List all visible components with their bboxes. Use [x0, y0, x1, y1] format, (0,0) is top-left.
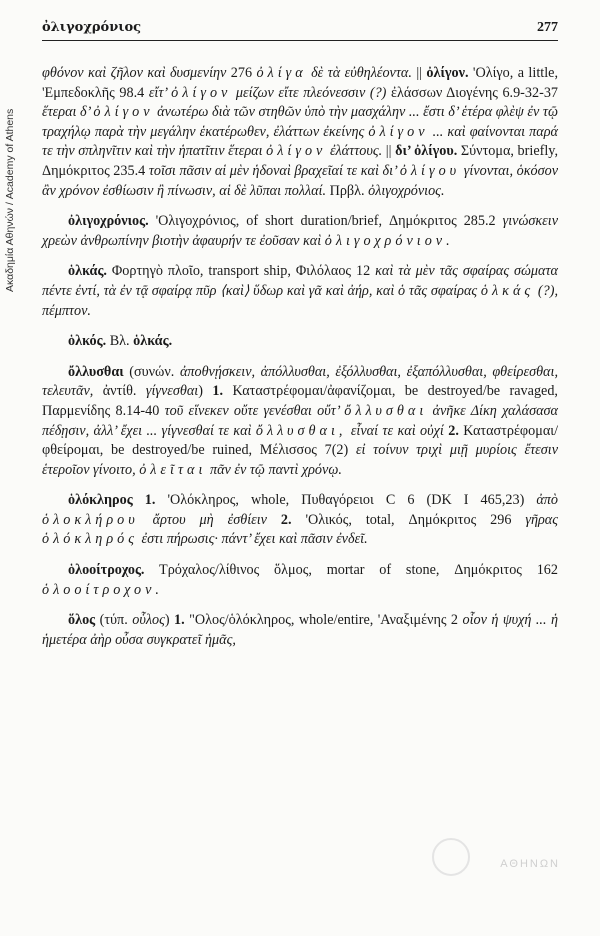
greek-quote: ἀνωτέρω διὰ τῶν στηθῶν ὑπὸ τὴν μασχάλην ... ἔστι δ’ ἑτέρα φλὲψ ἐν τῷ τραχήλῳ παρὰ τὴν μεγάλην ἑκατέρωθεν, ἐλάττων ἐκείνης — [42, 104, 559, 140]
headword: ὄλλυσθαι — [68, 363, 124, 380]
headword: ὁλκάς. — [68, 263, 107, 280]
greek-quote: ἄρτου μὴ ἐσθίειν — [138, 511, 267, 528]
gloss-text: Φορτηγὸ πλοῖο, transport ship, Φιλόλαος 12 — [106, 263, 376, 280]
gloss-text: 'Ολίγο, a little, 'Εμπεδοκλῆς 98.4 — [42, 65, 558, 101]
greek-quote: εἶναί τε καὶ οὐχί — [346, 422, 444, 439]
greek-quote: ὀλίγον — [266, 143, 327, 160]
entry-holokleros — [42, 491, 558, 550]
gloss-text: ἐλάσσων Διογένης 6.9-32-37 — [386, 84, 559, 101]
entry-olig-cont — [42, 64, 558, 201]
dictionary-entries — [42, 64, 558, 661]
headword: 1. — [144, 492, 156, 509]
headword: ὁλκάς. — [133, 333, 173, 350]
greek-quote: ὁλκάς — [480, 282, 535, 299]
greek-quote: πᾶν ἐν τῷ παντὶ χρόνῳ. — [206, 461, 342, 478]
gloss-text: || — [382, 143, 396, 160]
greek-quote: εἴτ’ — [148, 84, 172, 101]
entry-holos — [42, 611, 558, 650]
greek-quote: γίγνεσθαι — [145, 383, 199, 400]
headword: ὅλος — [68, 612, 96, 629]
watermark-text: ΑΘΗΝΩΝ — [500, 858, 560, 870]
greek-quote: καὶ τὰ μὲν τᾶς σφαίρας σώματα πέντε ἐντί, τὰ ἐν τᾷ σφαίρᾳ πῦρ ⟨καὶ⟩ ὕδωρ καὶ γᾶ καὶ ἀήρ, καὶ ὁ τᾶς σφαίρας — [42, 263, 558, 299]
greek-quote: ἀπὸ — [536, 492, 558, 509]
headword: 1. — [212, 383, 224, 400]
gloss-text: "Ολος/ὁλόκληρος, whole/entire, 'Αναξιμένης 2 — [184, 612, 463, 629]
greek-quote: ὄλλυσθαι — [344, 402, 428, 419]
headword: 2. — [280, 511, 292, 528]
headword: ὁλοοίτροχος. — [68, 562, 145, 579]
greek-quote: ἀνῆκε Δίκη χαλάσασα πέδῃσιν, ἀλλ’ ἔχει ... γίγνεσθαί τε καὶ — [42, 402, 558, 439]
headword: 2. — [448, 422, 459, 439]
gloss-text: Καταστρέφομαι/φθείρομαι, be destroyed/be ruined, Μέλισσος 7(2) — [42, 422, 559, 459]
gloss-text: (τύπ. — [95, 612, 133, 629]
greek-quote: ἐστι πήρωσις· πάντ’ ἔχει καὶ πᾶσιν ἐνδεῖ. — [138, 531, 368, 548]
gloss-text: Βλ. — [106, 333, 134, 350]
greek-quote: εἰ τοίνυν τριχὶ μιῇ μυρίοις ἔτεσιν ἑτεροῖον γίνοιτο, — [42, 442, 558, 478]
headword: δι’ ὀλίγου. — [395, 143, 458, 160]
gloss-text: Τρόχαλος/λίθινος ὅλμος, mortar of stone, Δημόκριτος 162 — [144, 562, 558, 579]
headword: ὀλίγον. — [426, 65, 469, 81]
gloss-text: ) — [164, 612, 174, 629]
greek-quote: ὀλεῖται — [139, 461, 207, 478]
gloss-text: 'Ολιγοχρόνιος, of short duration/brief, Δημόκριτος 285.2 — [148, 213, 503, 230]
entry-holoitrochos — [42, 561, 558, 600]
gloss-text: Πρβλ. — [326, 182, 369, 199]
greek-quote: ὀλιγοχρόνιος. — [368, 182, 445, 199]
running-head: ὀλιγοχρόνιος — [42, 20, 142, 35]
gloss-text: 'Ολόκληρος, whole, Πυθαγόρειοι C 6 (DK I 465,23) — [155, 492, 537, 509]
greek-quote: τοῦ εἵνεκεν οὔτε γενέσθαι οὔτ’ — [164, 402, 345, 419]
gloss-text: Καταστρέφομαι/ἀφανίζομαι, be destroyed/be ravaged, Παρμενίδης 8.14-40 — [42, 383, 558, 419]
library-stamp: Ακαδημία Αθηνών / Academy of Athens — [4, 108, 16, 292]
greek-quote: ἐλάττους. — [326, 143, 383, 160]
greek-quote: γίνονται, ὁκόσον ἂν χρόνον ἐσθίωσιν ἢ πίνωσιν, αἱ δὲ λῦπαι πολλαί. — [42, 162, 558, 199]
page-header — [42, 20, 558, 41]
gloss-text: (συνών. — [123, 363, 180, 380]
greek-quote: ὁλόκληρός — [42, 531, 138, 548]
greek-quote: οἷον ἡ ψυχή ... ἡ ἡμετέρα ἀὴρ οὖσα συγκρατεῖ ἡμᾶς, — [42, 612, 558, 648]
gloss-text — [267, 512, 281, 528]
greek-quote: ὀλίγα — [256, 65, 307, 81]
greek-quote: τοῖσι πᾶσιν αἱ μὲν ἡδοναὶ βραχεῖαί τε καὶ δι’ — [148, 162, 400, 179]
greek-quote: ὁλοοίτροχον. — [42, 581, 163, 598]
greek-quote: ὀλίγον — [93, 104, 154, 121]
gloss-text — [133, 492, 145, 508]
headword: ὀλιγοχρόνιος. — [68, 213, 149, 230]
entry-ollysthai — [42, 363, 558, 481]
gloss-text: ἀντίθ. — [93, 383, 146, 400]
greek-quote: ὀλίγον — [368, 123, 429, 140]
watermark-seal — [432, 838, 470, 876]
greek-quote: ὄλλυσθαι, — [255, 422, 347, 439]
gloss-text: 'Ολικός, total, Δημόκριτος 296 — [291, 511, 526, 528]
headword: ὁλόκληρος — [68, 492, 133, 509]
entry-oligochronios — [42, 212, 558, 251]
greek-quote: γῆρας — [525, 511, 559, 528]
greek-quote: φθόνον καὶ ζῆλον καὶ δυσμενίην — [42, 65, 227, 81]
gloss-text: || — [411, 65, 427, 81]
gloss-text: Σύντομα, briefly, Δημόκριτος 235.4 — [42, 143, 558, 179]
greek-quote: δὲ τὰ εὐθηλέοντα. — [306, 65, 412, 81]
greek-quote: ὀλιγοχρόνιον. — [324, 232, 454, 249]
greek-quote: ὀλίγου — [399, 162, 461, 179]
headword: ὁλκός. — [68, 333, 107, 350]
greek-quote: οὗλος — [132, 612, 165, 629]
gloss-text: 276 — [226, 65, 257, 81]
entry-olkas — [42, 262, 558, 321]
headword: 1. — [174, 612, 185, 629]
greek-quote: ἕτεραι δ’ — [42, 104, 94, 121]
greek-quote: γινώσκειν χρεὼν ἀνθρωπίνην βιοτὴν ἀφαυρήν τε ἐοῦσαν καὶ — [42, 213, 558, 249]
greek-quote: μείζων εἴτε πλεόνεσσιν (?) — [231, 84, 387, 101]
greek-quote: ὁλοκλήρου — [42, 511, 139, 528]
page-number: 277 — [537, 20, 558, 35]
greek-quote: (?), πέμπτον. — [42, 282, 559, 319]
gloss-text: ) — [198, 383, 213, 400]
greek-quote: ὀλίγον — [171, 84, 232, 101]
entry-olkos — [42, 332, 558, 352]
greek-quote: ἀποθνῄσκειν, ἀπόλλυσθαι, ἐξόλλυσθαι, ἐξαπόλλυσθαι, φθείρεσθαι, τελευτᾶν, — [42, 363, 558, 400]
greek-quote: ... καὶ φαίνονται παρά τε τὴν σπληνῖτιν καὶ τὴν ἡπατῖτιν ἕτεραι — [42, 123, 558, 160]
